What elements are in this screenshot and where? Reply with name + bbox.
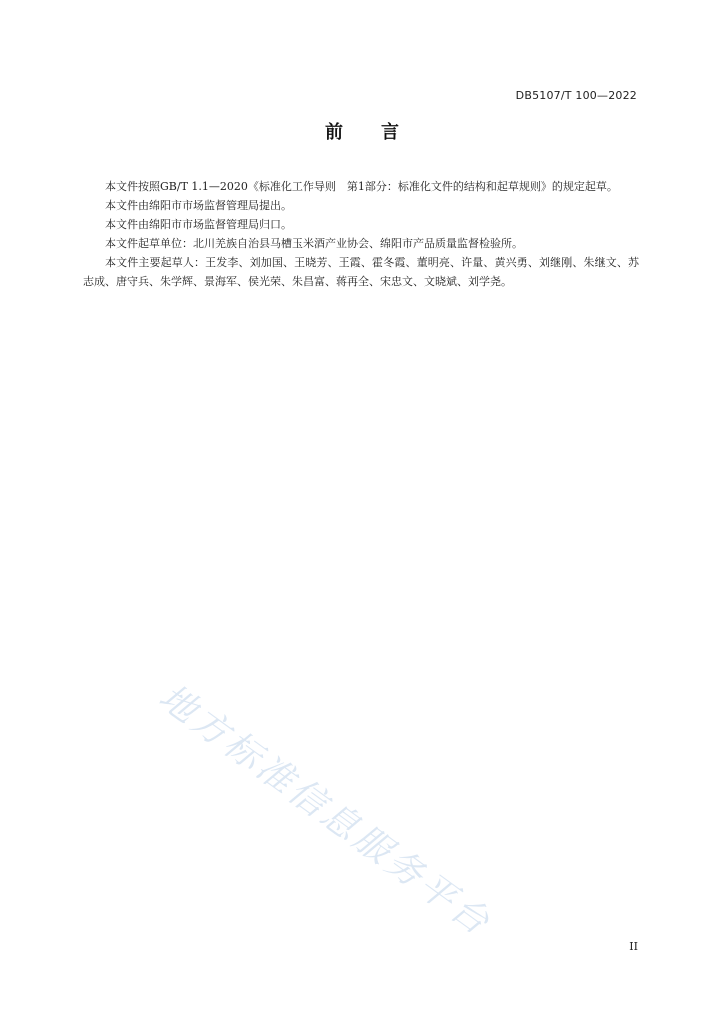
paragraph-drafting-units: 本文件起草单位：北川羌族自治县马槽玉米酒产业协会、绵阳市产品质量监督检验所。 bbox=[105, 237, 523, 250]
paragraph-drafters: 本文件主要起草人：王发李、刘加国、王晓芳、王霞、霍冬霞、董明亮、许量、黄兴勇、刘继刚、朱继文、苏志成、唐守兵、朱学辉、景海军、侯光荣、朱昌富、蒋再全、宋忠文、文晓斌、刘学尧。 bbox=[83, 256, 639, 288]
paragraph-drafting-rules: 本文件按照GB/T 1.1—2020《标准化工作导则 第1部分：标准化文件的结构和起草规则》的规定起草。 bbox=[105, 180, 618, 193]
watermark: 地方标准信息服务平台 bbox=[151, 676, 499, 945]
title-char-2: 言 bbox=[381, 122, 399, 143]
document-code: DB5107/T 100—2022 bbox=[515, 89, 637, 102]
page-title bbox=[0, 118, 724, 144]
document-body bbox=[83, 177, 639, 291]
paragraph-administrator: 本文件由绵阳市市场监督管理局归口。 bbox=[105, 218, 292, 231]
page-number: II bbox=[629, 940, 638, 953]
paragraph-proposer: 本文件由绵阳市市场监督管理局提出。 bbox=[105, 199, 292, 212]
title-char-1: 前 bbox=[325, 122, 343, 143]
